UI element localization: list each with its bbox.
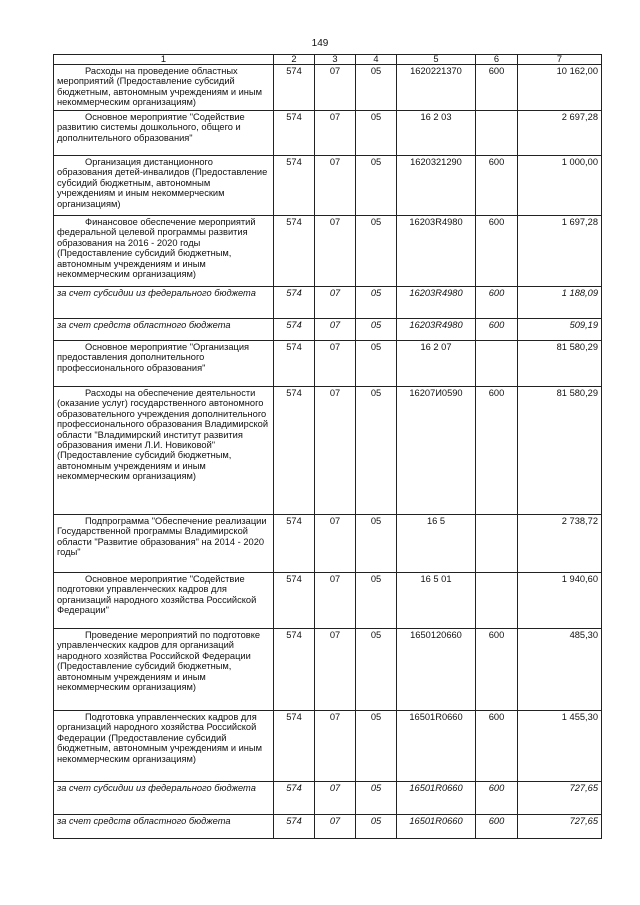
table-row bbox=[54, 111, 602, 156]
cell-c3: 07 bbox=[315, 573, 356, 629]
page-number: 149 bbox=[311, 38, 329, 49]
cell-c6 bbox=[476, 515, 518, 573]
cell-c2: 574 bbox=[274, 782, 315, 815]
cell-c2: 574 bbox=[274, 319, 315, 341]
cell-c4: 05 bbox=[356, 815, 397, 839]
cell-c4: 05 bbox=[356, 573, 397, 629]
row-name: за счет субсидии из федерального бюджета bbox=[54, 782, 274, 815]
cell-c2: 574 bbox=[274, 515, 315, 573]
cell-c5: 16207И0590 bbox=[397, 387, 476, 515]
col-header: 5 bbox=[397, 55, 476, 65]
row-name: Проведение мероприятий по подготовке управленческих кадров для организаций народного хозяйства Российской Федерации (Предоставление субсидий бюджетным, автономным учреждениям и иным некоммерческим организациям) bbox=[54, 629, 274, 711]
cell-c3: 07 bbox=[315, 629, 356, 711]
cell-c2: 574 bbox=[274, 111, 315, 156]
cell-c5: 16 2 03 bbox=[397, 111, 476, 156]
cell-c6: 600 bbox=[476, 711, 518, 782]
cell-c2: 574 bbox=[274, 815, 315, 839]
row-name: Основное мероприятие "Содействие развитию системы дошкольного, общего и дополнительного образования" bbox=[54, 111, 274, 156]
cell-c2: 574 bbox=[274, 156, 315, 216]
cell-c2: 574 bbox=[274, 573, 315, 629]
cell-c7: 10 162,00 bbox=[518, 65, 602, 111]
table-row bbox=[54, 65, 602, 111]
cell-c6: 600 bbox=[476, 65, 518, 111]
table-row bbox=[54, 573, 602, 629]
cell-c2: 574 bbox=[274, 629, 315, 711]
cell-c6: 600 bbox=[476, 156, 518, 216]
cell-c2: 574 bbox=[274, 711, 315, 782]
cell-c5: 16203R4980 bbox=[397, 319, 476, 341]
cell-c6: 600 bbox=[476, 815, 518, 839]
cell-c3: 07 bbox=[315, 341, 356, 387]
cell-c3: 07 bbox=[315, 111, 356, 156]
cell-c5: 1620321290 bbox=[397, 156, 476, 216]
row-name: за счет средств областного бюджета bbox=[54, 319, 274, 341]
cell-c2: 574 bbox=[274, 341, 315, 387]
cell-c7: 81 580,29 bbox=[518, 387, 602, 515]
row-name: Основное мероприятие "Организация предоставления дополнительного профессионального образования" bbox=[54, 341, 274, 387]
cell-c7: 2 697,28 bbox=[518, 111, 602, 156]
row-name: Организация дистанционного образования детей-инвалидов (Предоставление субсидий бюджетным, автономным учреждениям и иным некоммерческим организациям) bbox=[54, 156, 274, 216]
cell-c5: 16 5 01 bbox=[397, 573, 476, 629]
cell-c3: 07 bbox=[315, 65, 356, 111]
cell-c4: 05 bbox=[356, 629, 397, 711]
table-row bbox=[54, 287, 602, 319]
cell-c6: 600 bbox=[476, 287, 518, 319]
cell-c3: 07 bbox=[315, 156, 356, 216]
cell-c2: 574 bbox=[274, 216, 315, 287]
cell-c5: 16501R0660 bbox=[397, 782, 476, 815]
col-header: 2 bbox=[274, 55, 315, 65]
cell-c4: 05 bbox=[356, 711, 397, 782]
col-header: 7 bbox=[518, 55, 602, 65]
col-header: 3 bbox=[315, 55, 356, 65]
cell-c7: 727,65 bbox=[518, 815, 602, 839]
cell-c5: 16 2 07 bbox=[397, 341, 476, 387]
cell-c5: 16501R0660 bbox=[397, 815, 476, 839]
cell-c7: 509,19 bbox=[518, 319, 602, 341]
cell-c5: 1650120660 bbox=[397, 629, 476, 711]
cell-c4: 05 bbox=[356, 319, 397, 341]
cell-c7: 2 738,72 bbox=[518, 515, 602, 573]
cell-c6: 600 bbox=[476, 216, 518, 287]
cell-c7: 1 455,30 bbox=[518, 711, 602, 782]
table-row bbox=[54, 711, 602, 782]
table-row bbox=[54, 387, 602, 515]
row-name: за счет средств областного бюджета bbox=[54, 815, 274, 839]
table-row bbox=[54, 341, 602, 387]
budget-table bbox=[53, 54, 602, 839]
cell-c7: 727,65 bbox=[518, 782, 602, 815]
cell-c6: 600 bbox=[476, 782, 518, 815]
row-name: Расходы на обеспечение деятельности (оказание услуг) государственного автономного образовательного учреждения дополнительного профессионального образования Владимирской области "Владимирский институт развития образования имени Л.И. Новиковой" (Предоставление субсидий бюджетным, автономным учреждениям и иным некоммерческим организациям) bbox=[54, 387, 274, 515]
cell-c3: 07 bbox=[315, 216, 356, 287]
cell-c5: 1620221370 bbox=[397, 65, 476, 111]
cell-c5: 16 5 bbox=[397, 515, 476, 573]
row-name: Расходы на проведение областных мероприятий (Предоставление субсидий бюджетным, автономным учреждениям и иным некоммерческим организациям) bbox=[54, 65, 274, 111]
cell-c2: 574 bbox=[274, 287, 315, 319]
cell-c4: 05 bbox=[356, 287, 397, 319]
cell-c3: 07 bbox=[315, 319, 356, 341]
cell-c2: 574 bbox=[274, 65, 315, 111]
table-row bbox=[54, 782, 602, 815]
cell-c4: 05 bbox=[356, 387, 397, 515]
cell-c7: 81 580,29 bbox=[518, 341, 602, 387]
col-header: 6 bbox=[476, 55, 518, 65]
cell-c7: 1 188,09 bbox=[518, 287, 602, 319]
cell-c7: 1 940,60 bbox=[518, 573, 602, 629]
cell-c3: 07 bbox=[315, 287, 356, 319]
row-name: Финансовое обеспечение мероприятий федеральной целевой программы развития образования на 2016 - 2020 годы (Предоставление субсидий бюджетным, автономным учреждениям и иным некоммерческим организациям) bbox=[54, 216, 274, 287]
cell-c6 bbox=[476, 341, 518, 387]
cell-c7: 1 000,00 bbox=[518, 156, 602, 216]
cell-c6: 600 bbox=[476, 629, 518, 711]
table-row bbox=[54, 629, 602, 711]
cell-c5: 16203R4980 bbox=[397, 216, 476, 287]
cell-c3: 07 bbox=[315, 387, 356, 515]
col-header: 4 bbox=[356, 55, 397, 65]
table-row bbox=[54, 319, 602, 341]
cell-c4: 05 bbox=[356, 216, 397, 287]
cell-c4: 05 bbox=[356, 782, 397, 815]
table-row bbox=[54, 156, 602, 216]
table-row bbox=[54, 515, 602, 573]
cell-c6: 600 bbox=[476, 387, 518, 515]
cell-c3: 07 bbox=[315, 782, 356, 815]
cell-c2: 574 bbox=[274, 387, 315, 515]
row-name: Подготовка управленческих кадров для организаций народного хозяйства Российской Федерации (Предоставление субсидий бюджетным, автономным учреждениям и иным некоммерческим организациям) bbox=[54, 711, 274, 782]
cell-c3: 07 bbox=[315, 515, 356, 573]
cell-c5: 16501R0660 bbox=[397, 711, 476, 782]
cell-c4: 05 bbox=[356, 65, 397, 111]
cell-c6: 600 bbox=[476, 319, 518, 341]
cell-c3: 07 bbox=[315, 711, 356, 782]
cell-c3: 07 bbox=[315, 815, 356, 839]
col-header: 1 bbox=[54, 55, 274, 65]
row-name: Основное мероприятие "Содействие подготовки управленческих кадров для организаций народного хозяйства Российской Федерации" bbox=[54, 573, 274, 629]
cell-c4: 05 bbox=[356, 515, 397, 573]
row-name: за счет субсидии из федерального бюджета bbox=[54, 287, 274, 319]
cell-c5: 16203R4980 bbox=[397, 287, 476, 319]
cell-c4: 05 bbox=[356, 156, 397, 216]
header-row bbox=[54, 55, 602, 65]
cell-c6 bbox=[476, 573, 518, 629]
row-name: Подпрограмма "Обеспечение реализации Государственной программы Владимирской области "Развитие образования" на 2014 - 2020 годы" bbox=[54, 515, 274, 573]
cell-c4: 05 bbox=[356, 341, 397, 387]
cell-c7: 485,30 bbox=[518, 629, 602, 711]
cell-c6 bbox=[476, 111, 518, 156]
cell-c7: 1 697,28 bbox=[518, 216, 602, 287]
table-row bbox=[54, 815, 602, 839]
table-row bbox=[54, 216, 602, 287]
cell-c4: 05 bbox=[356, 111, 397, 156]
